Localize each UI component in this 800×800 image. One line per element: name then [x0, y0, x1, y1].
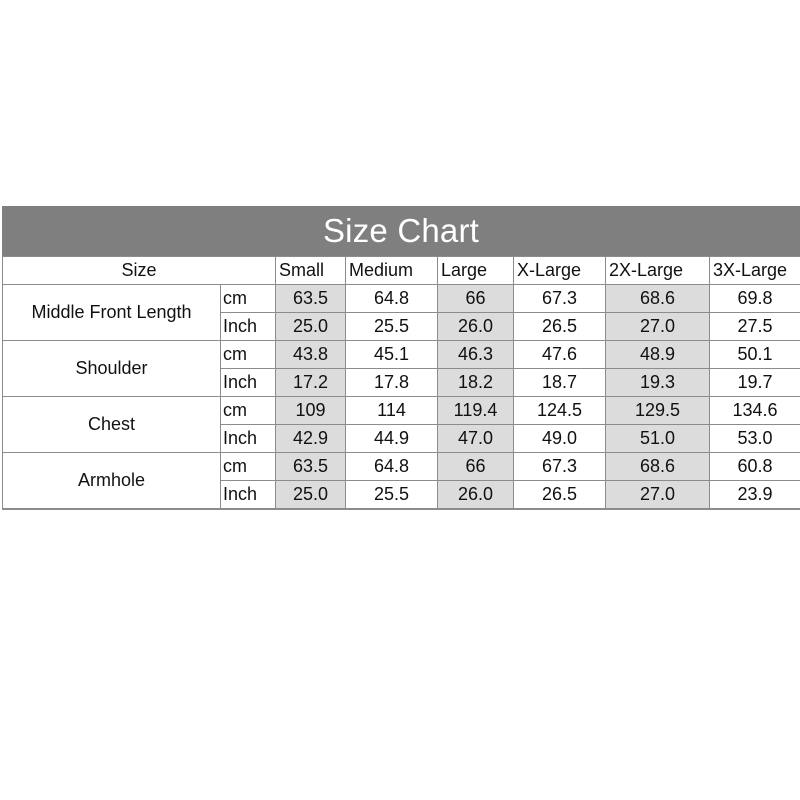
value-cell: 42.9 — [276, 425, 346, 453]
measure-label: Armhole — [3, 453, 221, 510]
value-cell: 51.0 — [606, 425, 710, 453]
table-row — [3, 453, 800, 481]
value-cell: 67.3 — [514, 285, 606, 313]
value-cell: 114 — [346, 397, 438, 425]
measure-label: Chest — [3, 397, 221, 453]
value-cell: 48.9 — [606, 341, 710, 369]
table-row — [3, 285, 800, 313]
value-cell: 129.5 — [606, 397, 710, 425]
value-cell: 45.1 — [346, 341, 438, 369]
value-cell: 26.0 — [438, 313, 514, 341]
value-cell: 47.6 — [514, 341, 606, 369]
value-cell: 109 — [276, 397, 346, 425]
value-cell: 47.0 — [438, 425, 514, 453]
size-table — [2, 256, 800, 510]
value-cell: 50.1 — [710, 341, 800, 369]
value-cell: 17.2 — [276, 369, 346, 397]
measure-label: Shoulder — [3, 341, 221, 397]
unit-label: Inch — [221, 481, 276, 510]
size-header-3x-large: 3X-Large — [710, 257, 800, 285]
size-header-medium: Medium — [346, 257, 438, 285]
value-cell: 17.8 — [346, 369, 438, 397]
measure-label: Middle Front Length — [3, 285, 221, 341]
value-cell: 18.7 — [514, 369, 606, 397]
size-header-2x-large: 2X-Large — [606, 257, 710, 285]
value-cell: 19.7 — [710, 369, 800, 397]
unit-label: cm — [221, 397, 276, 425]
unit-label: cm — [221, 453, 276, 481]
value-cell: 25.0 — [276, 313, 346, 341]
value-cell: 66 — [438, 285, 514, 313]
value-cell: 134.6 — [710, 397, 800, 425]
header-size-label: Size — [3, 257, 276, 285]
value-cell: 25.5 — [346, 313, 438, 341]
value-cell: 26.0 — [438, 481, 514, 510]
size-header-x-large: X-Large — [514, 257, 606, 285]
value-cell: 68.6 — [606, 285, 710, 313]
value-cell: 18.2 — [438, 369, 514, 397]
value-cell: 67.3 — [514, 453, 606, 481]
value-cell: 27.5 — [710, 313, 800, 341]
value-cell: 43.8 — [276, 341, 346, 369]
unit-label: cm — [221, 285, 276, 313]
size-header-large: Large — [438, 257, 514, 285]
value-cell: 26.5 — [514, 313, 606, 341]
unit-label: Inch — [221, 425, 276, 453]
unit-label: Inch — [221, 313, 276, 341]
value-cell: 66 — [438, 453, 514, 481]
value-cell: 46.3 — [438, 341, 514, 369]
table-body — [3, 257, 800, 510]
size-chart — [2, 206, 800, 510]
value-cell: 19.3 — [606, 369, 710, 397]
value-cell: 25.5 — [346, 481, 438, 510]
value-cell: 124.5 — [514, 397, 606, 425]
value-cell: 64.8 — [346, 285, 438, 313]
value-cell: 44.9 — [346, 425, 438, 453]
value-cell: 64.8 — [346, 453, 438, 481]
unit-label: Inch — [221, 369, 276, 397]
header-row — [3, 257, 800, 285]
value-cell: 26.5 — [514, 481, 606, 510]
value-cell: 68.6 — [606, 453, 710, 481]
value-cell: 119.4 — [438, 397, 514, 425]
unit-label: cm — [221, 341, 276, 369]
value-cell: 63.5 — [276, 453, 346, 481]
chart-title: Size Chart — [2, 206, 800, 256]
value-cell: 49.0 — [514, 425, 606, 453]
value-cell: 69.8 — [710, 285, 800, 313]
value-cell: 25.0 — [276, 481, 346, 510]
value-cell: 60.8 — [710, 453, 800, 481]
table-row — [3, 341, 800, 369]
size-header-small: Small — [276, 257, 346, 285]
value-cell: 23.9 — [710, 481, 800, 510]
table-row — [3, 397, 800, 425]
value-cell: 63.5 — [276, 285, 346, 313]
value-cell: 27.0 — [606, 313, 710, 341]
value-cell: 27.0 — [606, 481, 710, 510]
value-cell: 53.0 — [710, 425, 800, 453]
